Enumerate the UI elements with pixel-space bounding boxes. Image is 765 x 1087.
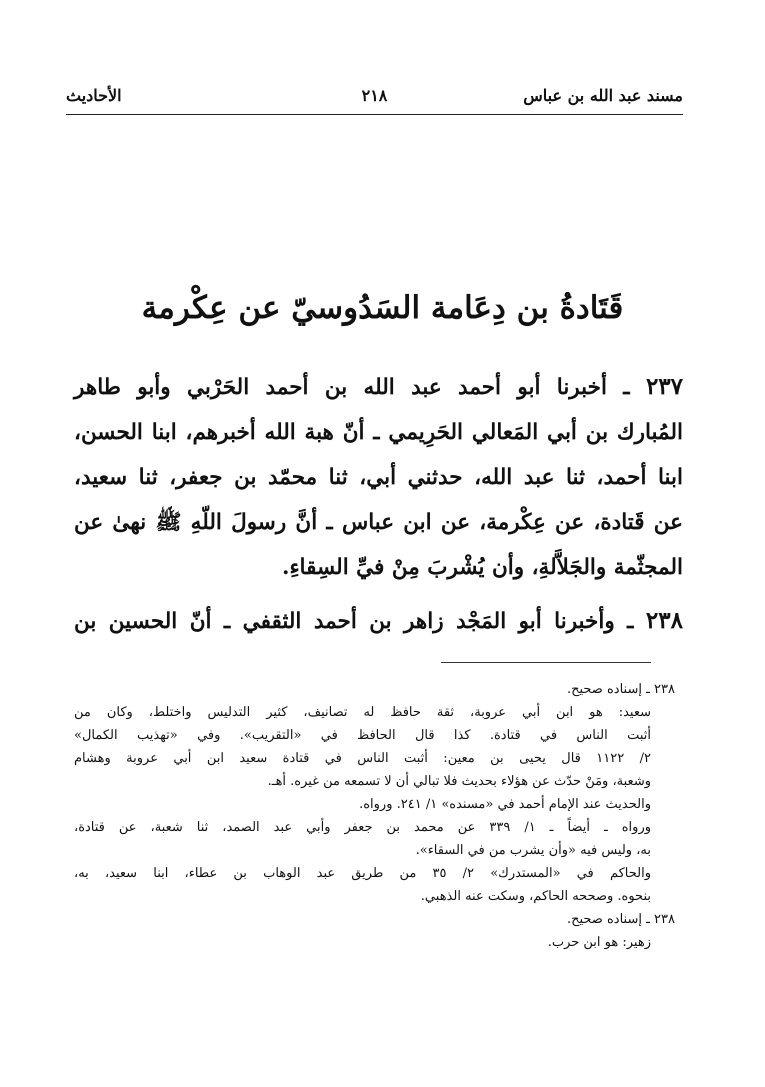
footnote-line: به، وليس فيه «وأن يشرب من في السقاء». [415,843,651,858]
hadith-238-line-1 [74,598,683,644]
footnote-number: ٢٣٨ [654,912,675,927]
book-title: مسند عبد الله بن عباس [523,86,683,105]
hadith-237-line-2: المُبارك بن أبي المَعالي الحَرِيمي ـ أنّ هبة الله أخبرهم، ابنا الحسن، [74,420,683,445]
hadith-237-line-4: عن قَتادة، عن عِكْرمة، عن ابن عباس ـ أنَّ رسولَ اللّهِ ﷺ نهىٰ عن [74,510,683,535]
footnote-line: بنحوه. وصححه الحاكم، وسكت عنه الذهبي. [420,889,651,904]
footnote-line: سعيد: هو ابن أبي عروبة، ثقة حافظ له تصانيف، كثير التدليس واختلط، وكان من [74,705,651,720]
running-header [66,86,683,114]
section-title: قَتَادةُ بن دِعَامة السَدُوسيّ عن عِكْرمة [141,290,624,326]
footnote-line: أثبت الناس في قتادة. كذا قال الحافظ في «التقريب». وفي «تهذيب الكمال» [74,728,651,743]
footnote-number: ٢٣٨ [654,682,675,697]
footnote-1-head [74,678,675,701]
hadith-text: ـ وأخبرنا أبو المَجْد زاهر بن أحمد الثقفي ـ أنّ الحسين بن [74,609,634,634]
hadith-237-line-1 [74,364,683,410]
hadith-text: ـ أخبرنا أبو أحمد عبد الله بن أحمد الحَرْبي وأبو طاهر [74,375,630,400]
footnote-line: وشعبة، ومَنْ حدّث عن هؤلاء بحديث فلا تبالي أن لا تسمعه من غيره. أهـ. [267,774,651,789]
hadith-237-line-3: ابنا أحمد، ثنا عبد الله، حدثني أبي، ثنا محمّد بن جعفر، ثنا سعيد، [74,465,683,490]
footnote-line: ٢/ ١١٢٢ قال يحيى بن معين: أثبت الناس في قتادة سعيد ابن أبي عروبة وهشام [74,751,652,766]
footnote-2-head [74,908,675,931]
page-number: ٢١٨ [361,86,388,105]
hadith-237-line-5: المجثّمة والجَلاَّلةِ، وأن يُشْربَ مِنْ فيِّ السِقاءِ. [281,555,683,580]
footnote-heading: ـ إسناده صحيح. [566,912,650,927]
footnote-line: زهير: هو ابن حرب. [547,935,651,950]
section-name: الأحاديث [66,86,122,105]
footnote-divider [441,662,651,663]
footnotes [74,678,675,954]
main-text [74,364,683,644]
hadith-number: ٢٣٧ [645,373,683,400]
footnote-line: والحاكم في «المستدرك» ٢/ ٣٥ من طريق عبد الوهاب بن عطاء، ابنا سعيد، به، [74,866,651,881]
footnote-heading: ـ إسناده صحيح. [566,682,650,697]
header-divider [66,114,683,115]
footnote-line: ورواه ـ أيضاً ـ ١/ ٣٣٩ عن محمد بن جعفر وأبي عبد الصمد، ثنا شعبة، عن قتادة، [74,820,651,835]
hadith-number: ٢٣٨ [645,607,683,634]
footnote-line: والحديث عند الإمام أحمد في «مسنده» ١/ ٢٤١. ورواه. [359,797,651,812]
